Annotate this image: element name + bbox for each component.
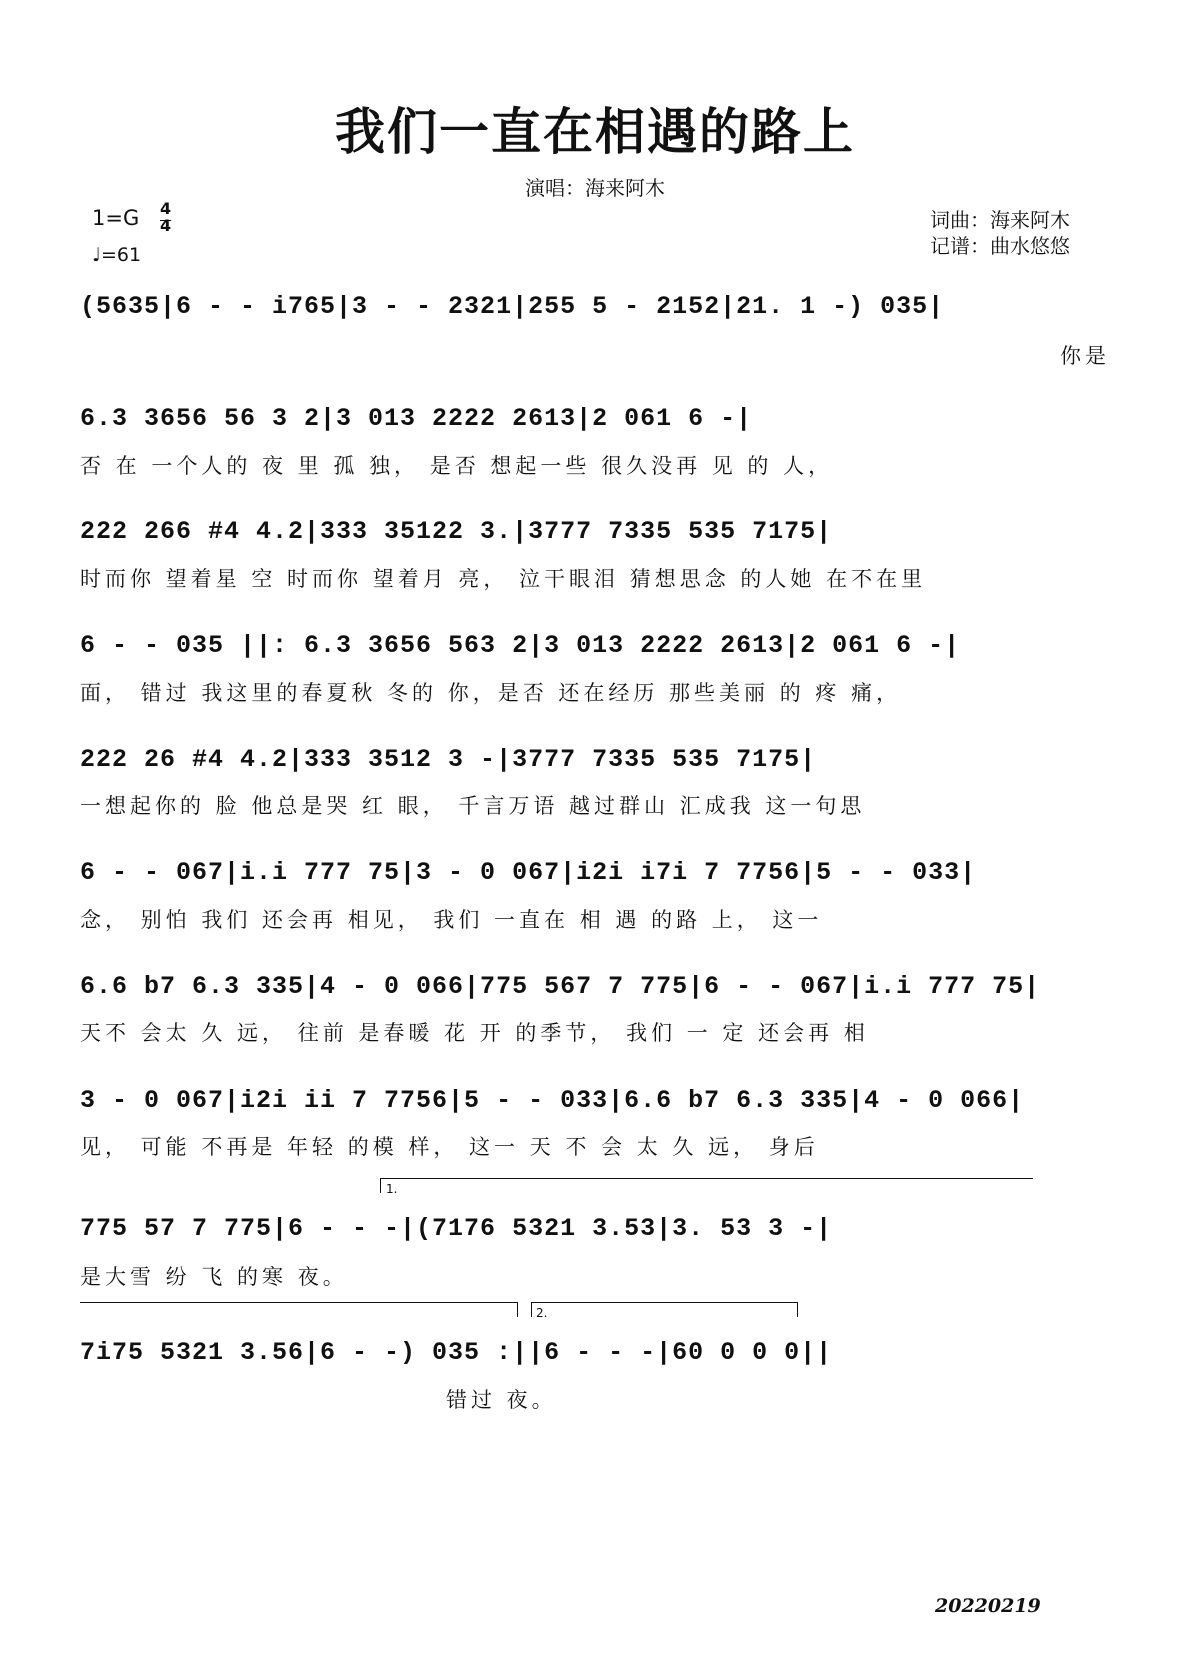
notation-line-10: 7i75 5321 3.56|6 - -) 035 :||6 - - -|60 0 0 0|| xyxy=(80,1338,833,1367)
lyric-line-8: 见， 可能 不再是 年轻 的模 样， 这一 天 不 会 太 久 远， 身后 xyxy=(80,1135,819,1159)
song-title: 我们一直在相遇的路上 xyxy=(335,102,855,161)
lyric-line-10: 错过 夜。 xyxy=(446,1388,557,1412)
lyric-line-9: 是大雪 纷 飞 的寒 夜。 xyxy=(80,1265,348,1289)
lyric-line-5: 一想起你的 脸 他总是哭 红 眼， 千言万语 越过群山 汇成我 这一句思 xyxy=(80,794,866,818)
time-signature-top: 4 xyxy=(160,199,172,218)
notation-line-7: 6.6 b7 6.3 335|4 - 0 066|775 567 7 775|6 - - 067|i.i 777 75| xyxy=(80,972,1041,1001)
notation-line-1: (5635|6 - - i765|3 - - 2321|255 5 - 2152|21. 1 -) 035| xyxy=(80,292,945,321)
first-ending-label: 1. xyxy=(386,1182,398,1196)
notation-line-6: 6 - - 067|i.i 777 75|3 - 0 067|i2i i7i 7 7756|5 - - 033| xyxy=(80,858,977,887)
lyric-line-7: 天不 会太 久 远， 往前 是春暖 花 开 的季节， 我们 一 定 还会再 相 xyxy=(80,1021,869,1045)
lyric-line-6: 念， 别怕 我们 还会再 相见， 我们 一直在 相 遇 的路 上， 这一 xyxy=(80,908,823,932)
time-signature xyxy=(160,200,171,234)
second-ending-label: 2. xyxy=(536,1306,548,1320)
notation-line-9: 775 57 7 775|6 - - -|(7176 5321 3.53|3. 53 3 -| xyxy=(80,1214,833,1243)
first-ending-continuation xyxy=(80,1302,518,1317)
lyric-line-1: 你是 xyxy=(1060,344,1110,368)
notation-line-8: 3 - 0 067|i2i ii 7 7756|5 - - 033|6.6 b7 6.3 335|4 - 0 066| xyxy=(80,1086,1025,1115)
lyric-line-4: 面， 错过 我这里的春夏秋 冬的 你，是否 还在经历 那些美丽 的 疼 痛， xyxy=(80,681,902,705)
transcriber-credit: 记谱：曲水悠悠 xyxy=(930,234,1070,258)
singer-credit: 演唱：海来阿木 xyxy=(525,176,665,200)
time-signature-bottom: 4 xyxy=(160,216,172,235)
first-ending-bracket xyxy=(380,1178,1033,1193)
key-signature: 1=G xyxy=(92,206,140,230)
transcription-date: 20220219 xyxy=(935,1595,1041,1617)
notation-line-5: 222 26 #4 4.2|333 3512 3 -|3777 7335 535 7175| xyxy=(80,745,817,774)
notation-line-4: 6 - - 035 ||: 6.3 3656 563 2|3 013 2222 2613|2 061 6 -| xyxy=(80,631,961,660)
notation-line-2: 6.3 3656 56 3 2|3 013 2222 2613|2 061 6 -| xyxy=(80,404,753,433)
second-ending-bracket xyxy=(531,1302,798,1317)
notation-line-3: 222 266 #4 4.2|333 35122 3.|3777 7335 535 7175| xyxy=(80,517,833,546)
tempo-marking: ♩=61 xyxy=(92,244,142,266)
lyricist-composer-credit: 词曲：海来阿木 xyxy=(930,208,1070,232)
lyric-line-3: 时而你 望着星 空 时而你 望着月 亮， 泣干眼泪 猜想思念 的人她 在不在里 xyxy=(80,567,927,591)
lyric-line-2: 否 在 一个人的 夜 里 孤 独， 是否 想起一些 很久没再 见 的 人， xyxy=(80,454,834,478)
